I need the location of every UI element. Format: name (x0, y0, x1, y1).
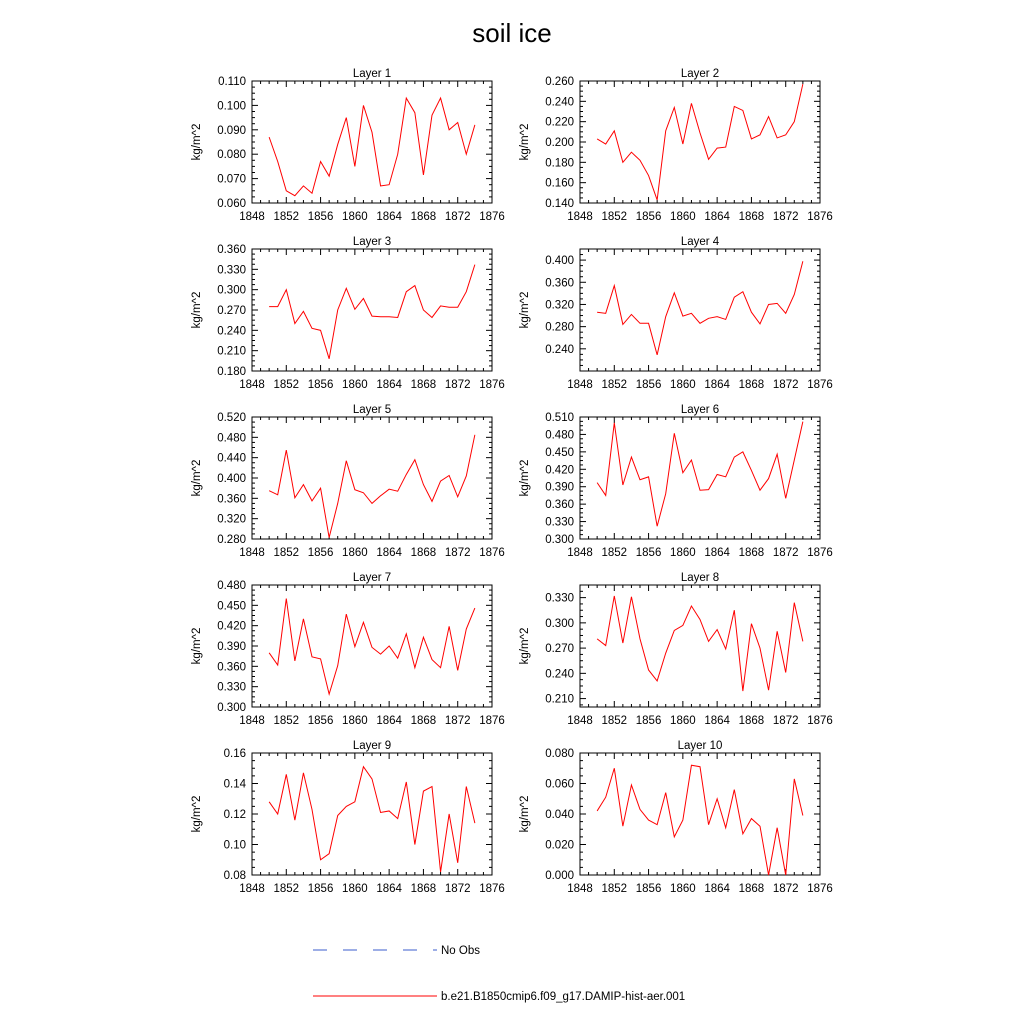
y-tick-label: 0.240 (217, 325, 246, 338)
x-tick-label: 1864 (376, 883, 402, 895)
y-axis-label: kg/m^2 (191, 459, 203, 497)
y-axis-label: kg/m^2 (519, 795, 531, 833)
series-line-layer-9 (269, 767, 475, 872)
x-tick-label: 1860 (342, 379, 368, 391)
panel-title: Layer 9 (352, 740, 392, 752)
x-tick-label: 1860 (670, 379, 696, 391)
x-tick-label: 1872 (772, 883, 799, 895)
y-tick-label: 0.360 (217, 244, 246, 256)
y-tick-label: 0.180 (217, 366, 246, 378)
y-tick-label: 0.300 (217, 702, 246, 714)
y-tick-label: 0.270 (545, 643, 574, 656)
x-tick-label: 1856 (635, 883, 662, 895)
y-tick-label: 0.360 (217, 661, 246, 674)
y-tick-label: 0.360 (217, 493, 246, 506)
y-tick-label: 0.450 (217, 600, 246, 613)
y-tick-label: 0.390 (545, 481, 574, 494)
x-tick-label: 1856 (307, 211, 334, 223)
y-tick-label: 0.330 (217, 264, 246, 277)
x-tick-label: 1852 (601, 379, 628, 391)
x-tick-label: 1860 (670, 211, 696, 223)
x-tick-label: 1852 (601, 715, 628, 727)
series-line-layer-8 (597, 596, 803, 691)
y-tick-label: 0.040 (545, 809, 574, 821)
panel-layer-7 (191, 572, 505, 727)
panel-title: Layer 10 (677, 740, 723, 752)
x-tick-label: 1856 (635, 379, 662, 391)
x-tick-label: 1856 (307, 547, 334, 559)
y-tick-label: 0.180 (545, 157, 574, 170)
y-tick-label: 0.330 (217, 681, 246, 694)
plot-frame (252, 417, 492, 539)
panel-layer-2 (519, 68, 833, 223)
panel-title: Layer 6 (680, 404, 720, 416)
y-tick-label: 0.110 (218, 76, 246, 88)
x-tick-label: 1864 (704, 211, 730, 223)
y-tick-label: 0.280 (217, 534, 246, 546)
y-axis-label: kg/m^2 (191, 123, 203, 161)
y-tick-label: 0.100 (217, 100, 246, 113)
y-tick-label: 0.10 (223, 839, 246, 852)
y-tick-label: 0.510 (545, 412, 574, 424)
x-tick-label: 1872 (772, 547, 799, 559)
x-tick-label: 1848 (239, 715, 265, 727)
panel-layer-8 (519, 572, 833, 727)
y-tick-label: 0.260 (545, 76, 574, 88)
x-tick-label: 1864 (704, 547, 730, 559)
y-tick-label: 0.220 (545, 116, 574, 129)
x-tick-label: 1852 (273, 715, 300, 727)
x-tick-label: 1872 (772, 211, 799, 223)
y-tick-label: 0.480 (545, 429, 574, 442)
x-tick-label: 1852 (273, 547, 300, 559)
y-tick-label: 0.200 (545, 137, 574, 149)
x-tick-label: 1864 (376, 379, 402, 391)
y-tick-label: 0.300 (545, 617, 574, 630)
y-tick-label: 0.420 (545, 464, 574, 477)
plot-frame (580, 81, 820, 203)
x-tick-label: 1856 (635, 211, 662, 223)
plot-frame (252, 753, 492, 875)
plot-frame (580, 753, 820, 875)
y-tick-label: 0.060 (217, 198, 246, 210)
series-line-layer-1 (269, 98, 475, 196)
y-axis-label: kg/m^2 (191, 795, 203, 833)
y-axis-label: kg/m^2 (519, 459, 531, 497)
x-tick-label: 1864 (376, 715, 402, 727)
x-tick-label: 1868 (410, 379, 437, 391)
x-tick-label: 1864 (704, 379, 730, 391)
y-tick-label: 0.450 (545, 446, 574, 459)
x-tick-label: 1852 (273, 379, 300, 391)
x-tick-label: 1868 (410, 547, 437, 559)
y-tick-label: 0.400 (545, 255, 574, 268)
y-axis-label: kg/m^2 (519, 123, 531, 161)
y-tick-label: 0.210 (545, 693, 574, 706)
panels-group (191, 68, 833, 895)
y-tick-label: 0.240 (545, 343, 574, 356)
x-tick-label: 1856 (307, 379, 334, 391)
y-tick-label: 0.360 (545, 277, 574, 290)
y-tick-label: 0.08 (223, 870, 246, 882)
x-tick-label: 1868 (738, 379, 765, 391)
y-tick-label: 0.060 (545, 778, 574, 791)
x-tick-label: 1848 (239, 211, 265, 223)
x-tick-label: 1848 (567, 715, 593, 727)
panel-layer-10 (519, 740, 833, 895)
x-tick-label: 1864 (704, 715, 730, 727)
plot-frame (252, 81, 492, 203)
panel-title: Layer 7 (352, 572, 392, 584)
x-tick-label: 1848 (567, 379, 593, 391)
x-tick-label: 1860 (342, 211, 368, 223)
panel-layer-5 (191, 404, 505, 559)
x-tick-label: 1852 (601, 211, 628, 223)
panel-title: Layer 4 (680, 236, 720, 248)
y-tick-label: 0.280 (545, 321, 574, 334)
x-tick-label: 1848 (239, 883, 265, 895)
x-tick-label: 1856 (635, 715, 662, 727)
x-tick-label: 1872 (444, 211, 471, 223)
x-tick-label: 1856 (307, 715, 334, 727)
legend-label-model: b.e21.B1850cmip6.f09_g17.DAMIP-hist-aer.001 (441, 991, 686, 1003)
x-tick-label: 1848 (567, 211, 593, 223)
panel-title: Layer 3 (352, 236, 392, 248)
x-tick-label: 1860 (670, 883, 696, 895)
x-tick-label: 1864 (704, 883, 730, 895)
y-tick-label: 0.400 (217, 473, 246, 485)
x-tick-label: 1872 (444, 547, 471, 559)
x-tick-label: 1860 (342, 547, 368, 559)
x-tick-label: 1860 (342, 715, 368, 727)
x-tick-label: 1856 (635, 547, 662, 559)
x-tick-label: 1876 (479, 211, 505, 223)
y-tick-label: 0.210 (217, 345, 246, 358)
series-line-layer-7 (269, 599, 475, 695)
x-tick-label: 1848 (567, 883, 593, 895)
panel-layer-3 (191, 236, 505, 391)
x-tick-label: 1852 (273, 211, 300, 223)
x-tick-label: 1868 (410, 715, 437, 727)
x-tick-label: 1868 (410, 883, 437, 895)
x-tick-label: 1872 (772, 715, 799, 727)
panel-layer-6 (519, 404, 833, 559)
x-tick-label: 1872 (444, 715, 471, 727)
x-tick-label: 1872 (444, 379, 471, 391)
figure-title: soil ice (472, 18, 552, 48)
x-tick-label: 1848 (239, 379, 265, 391)
x-tick-label: 1864 (376, 211, 402, 223)
y-tick-label: 0.330 (545, 592, 574, 605)
x-tick-label: 1876 (479, 379, 505, 391)
y-tick-label: 0.16 (223, 748, 246, 760)
x-tick-label: 1876 (807, 379, 833, 391)
series-line-layer-4 (597, 261, 803, 355)
y-tick-label: 0.360 (545, 499, 574, 512)
y-tick-label: 0.080 (217, 149, 246, 162)
y-tick-label: 0.160 (545, 177, 574, 190)
y-axis-label: kg/m^2 (191, 627, 203, 665)
panel-title: Layer 2 (680, 68, 720, 80)
y-tick-label: 0.420 (217, 620, 246, 633)
y-tick-label: 0.390 (217, 641, 246, 653)
x-tick-label: 1852 (601, 883, 628, 895)
x-tick-label: 1876 (479, 547, 505, 559)
y-tick-label: 0.330 (545, 516, 574, 529)
series-line-layer-3 (269, 265, 475, 359)
y-tick-label: 0.300 (217, 284, 246, 297)
y-tick-label: 0.320 (217, 513, 246, 526)
x-tick-label: 1872 (444, 883, 471, 895)
x-tick-label: 1860 (670, 715, 696, 727)
y-tick-label: 0.12 (223, 809, 246, 821)
legend (313, 945, 685, 1003)
y-tick-label: 0.270 (217, 305, 246, 317)
y-tick-label: 0.440 (217, 452, 246, 465)
panel-title: Layer 1 (352, 68, 392, 80)
y-tick-label: 0.240 (545, 96, 574, 109)
series-line-layer-10 (597, 765, 803, 875)
y-tick-label: 0.090 (217, 124, 246, 137)
panel-layer-4 (519, 236, 833, 391)
x-tick-label: 1876 (807, 547, 833, 559)
x-tick-label: 1876 (807, 211, 833, 223)
x-tick-label: 1872 (772, 379, 799, 391)
x-tick-label: 1868 (738, 715, 765, 727)
y-tick-label: 0.480 (217, 580, 246, 592)
panel-title: Layer 8 (680, 572, 720, 584)
y-tick-label: 0.240 (545, 668, 574, 681)
x-tick-label: 1848 (567, 547, 593, 559)
y-tick-label: 0.320 (545, 299, 574, 312)
x-tick-label: 1868 (410, 211, 437, 223)
y-tick-label: 0.300 (545, 534, 574, 546)
y-tick-label: 0.070 (217, 173, 246, 186)
x-tick-label: 1868 (738, 211, 765, 223)
y-tick-label: 0.520 (217, 412, 246, 424)
x-tick-label: 1852 (601, 547, 628, 559)
plot-frame (580, 249, 820, 371)
x-tick-label: 1876 (479, 715, 505, 727)
panel-title: Layer 5 (352, 404, 392, 416)
legend-label-no-obs: No Obs (441, 945, 480, 957)
panel-layer-1 (191, 68, 505, 223)
x-tick-label: 1864 (376, 547, 402, 559)
x-tick-label: 1856 (307, 883, 334, 895)
y-tick-label: 0.14 (223, 778, 246, 791)
y-tick-label: 0.020 (545, 839, 574, 852)
panel-layer-9 (191, 740, 505, 895)
x-tick-label: 1876 (807, 715, 833, 727)
x-tick-label: 1868 (738, 547, 765, 559)
x-tick-label: 1860 (670, 547, 696, 559)
x-tick-label: 1848 (239, 547, 265, 559)
y-tick-label: 0.140 (545, 198, 574, 210)
x-tick-label: 1860 (342, 883, 368, 895)
x-tick-label: 1876 (479, 883, 505, 895)
x-tick-label: 1852 (273, 883, 300, 895)
y-tick-label: 0.480 (217, 432, 246, 445)
y-tick-label: 0.080 (545, 748, 574, 760)
series-line-layer-2 (597, 84, 803, 200)
plot-frame (252, 249, 492, 371)
series-line-layer-5 (269, 435, 475, 538)
y-axis-label: kg/m^2 (519, 291, 531, 329)
y-axis-label: kg/m^2 (519, 627, 531, 665)
x-tick-label: 1876 (807, 883, 833, 895)
x-tick-label: 1868 (738, 883, 765, 895)
y-tick-label: 0.000 (545, 870, 574, 882)
y-axis-label: kg/m^2 (191, 291, 203, 329)
series-line-layer-6 (597, 422, 803, 527)
